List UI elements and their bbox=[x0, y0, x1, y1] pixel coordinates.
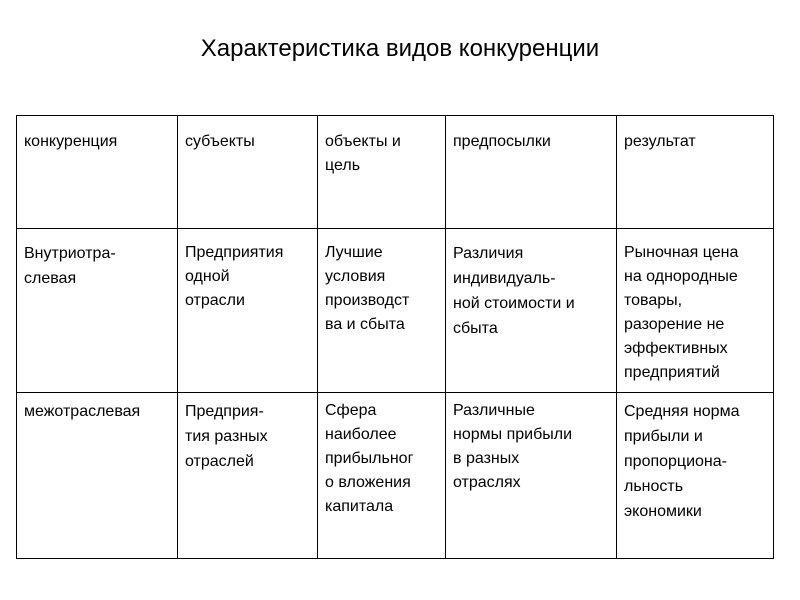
cell-line: наиболее bbox=[325, 426, 397, 443]
cell-line: на однородные bbox=[624, 268, 738, 285]
cell-line: межотраслевая bbox=[24, 403, 141, 420]
cell-objects bbox=[318, 393, 446, 559]
cell-line: Лучшие bbox=[325, 244, 383, 261]
page-title: Характеристика видов конкуренции bbox=[200, 35, 600, 62]
cell-line: отраслях bbox=[453, 474, 521, 491]
cell-line: Рыночная цена bbox=[624, 244, 739, 261]
competition-table bbox=[16, 115, 774, 559]
cell-line: товары, bbox=[624, 292, 683, 309]
cell-line: льность bbox=[624, 478, 684, 495]
header-cell-result: результат bbox=[617, 116, 774, 229]
cell-line: эффективных bbox=[624, 340, 728, 357]
cell-line: Предприя- bbox=[185, 403, 264, 420]
cell-subjects bbox=[178, 393, 318, 559]
cell-line: пропорциона- bbox=[624, 453, 727, 470]
cell-line: отраслей bbox=[185, 453, 254, 470]
cell-line: Предприятия bbox=[185, 244, 284, 261]
header-cell-competition: конкуренция bbox=[17, 116, 178, 229]
cell-preconditions bbox=[446, 229, 617, 393]
cell-line: Внутриотра- bbox=[24, 245, 116, 262]
cell-result bbox=[617, 229, 774, 393]
cell-subjects bbox=[178, 229, 318, 393]
cell-line: о вложения bbox=[325, 474, 411, 491]
cell-line: ва и сбыта bbox=[325, 316, 405, 333]
cell-line: Различные bbox=[453, 402, 535, 419]
cell-line: тия разных bbox=[185, 428, 268, 445]
cell-preconditions bbox=[446, 393, 617, 559]
header-cell-preconditions: предпосылки bbox=[446, 116, 617, 229]
cell-line: прибыльног bbox=[325, 450, 414, 467]
cell-line: разорение не bbox=[624, 316, 725, 333]
cell-line: прибыли и bbox=[624, 428, 703, 445]
cell-line: слевая bbox=[24, 270, 77, 287]
cell-line: сбыта bbox=[453, 320, 498, 337]
cell-line: отрасли bbox=[185, 292, 245, 309]
header-cell-subjects: субъекты bbox=[178, 116, 318, 229]
cell-line: производст bbox=[325, 292, 410, 309]
cell-line: условия bbox=[325, 268, 386, 285]
cell-line: экономики bbox=[624, 503, 702, 520]
table-row bbox=[17, 229, 774, 393]
cell-line: ной стоимости и bbox=[453, 295, 575, 312]
cell-line: Сфера bbox=[325, 402, 377, 419]
cell-line: нормы прибыли bbox=[453, 426, 573, 443]
cell-type bbox=[17, 229, 178, 393]
cell-line: Средняя норма bbox=[624, 403, 740, 420]
table-row bbox=[17, 393, 774, 559]
cell-line: капитала bbox=[325, 498, 394, 515]
table-header-row bbox=[17, 116, 774, 229]
cell-objects bbox=[318, 229, 446, 393]
cell-line: индивидуаль- bbox=[453, 270, 556, 287]
cell-line: Различия bbox=[453, 245, 524, 262]
cell-line: предприятий bbox=[624, 364, 720, 381]
cell-line: одной bbox=[185, 268, 230, 285]
cell-line: в разных bbox=[453, 450, 520, 467]
cell-type bbox=[17, 393, 178, 559]
header-cell-objects: объекты и цель bbox=[318, 116, 446, 229]
cell-result bbox=[617, 393, 774, 559]
